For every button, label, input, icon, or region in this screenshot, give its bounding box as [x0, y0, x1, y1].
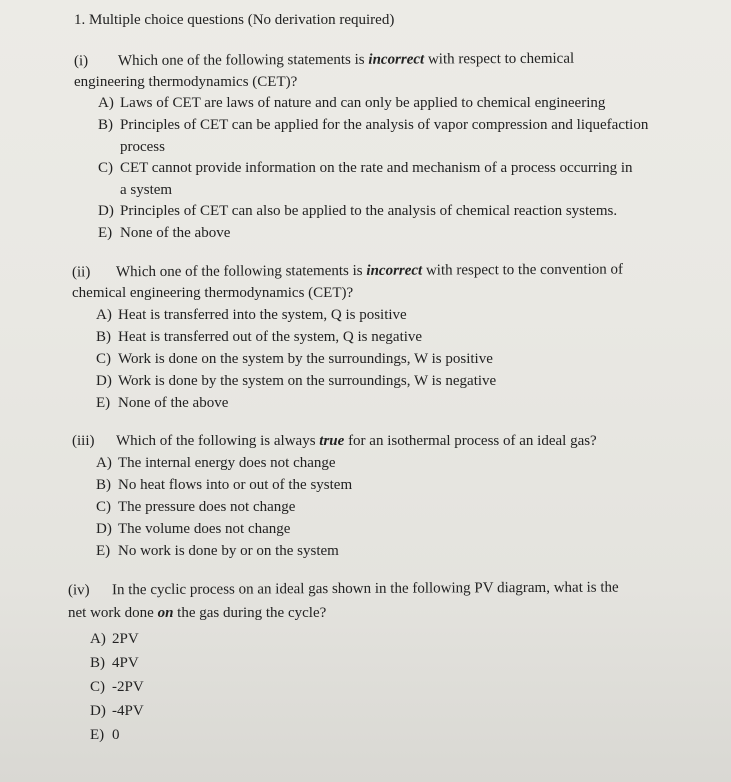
question-1-option-b: B) Principles of CET can be applied for the analysis of vapor compression and liquefaction [98, 117, 649, 133]
question-4-stem-line2: net work done on the gas during the cycle? [68, 605, 327, 621]
question-3-number: (iii) [72, 433, 95, 449]
question-4-option-a: A) 2PV [90, 631, 139, 647]
question-3-option-e: E) No work is done by or on the system [96, 543, 339, 559]
question-1-option-d: D) Principles of CET can also be applied to the analysis of chemical reaction systems. [98, 203, 618, 219]
question-1-stem-line2: engineering thermodynamics (CET)? [74, 74, 298, 90]
question-1-option-a: A) Laws of CET are laws of nature and can only be applied to chemical engineering [98, 95, 606, 111]
question-2-keyword: incorrect [366, 262, 423, 279]
question-3-option-b: B) No heat flows into or out of the system [96, 477, 353, 493]
question-1-option-c-cont: a system [120, 182, 173, 198]
question-2-option-a: A) Heat is transferred into the system, Q is positive [96, 307, 407, 323]
question-2-stem-line2: chemical engineering thermodynamics (CET)? [72, 285, 354, 301]
question-2-option-b: B) Heat is transferred out of the system, Q is negative [96, 329, 423, 345]
question-2-option-e: E) None of the above [96, 395, 229, 411]
question-2-stem: (ii) Which one of the following statements is incorrect with respect to the convention of [71, 261, 624, 281]
question-4-stem: (iv) In the cyclic process on an ideal gas shown in the following PV diagram, what is the [67, 579, 619, 599]
question-1-option-e: E) None of the above [98, 225, 231, 241]
question-1-number: (i) [73, 53, 89, 70]
question-3-option-d: D) The volume does not change [96, 521, 291, 537]
question-1-option-c: C) CET cannot provide information on the rate and mechanism of a process occurring in [98, 160, 633, 176]
question-2-number: (ii) [71, 264, 91, 281]
question-1-option-b-cont: process [120, 139, 165, 155]
question-3-option-a: A) The internal energy does not change [96, 455, 336, 471]
question-4-option-b: B) 4PV [90, 655, 139, 671]
question-3-option-c: C) The pressure does not change [96, 499, 296, 515]
question-2-option-d: D) Work is done by the system on the surroundings, W is negative [96, 373, 497, 389]
question-1-stem: (i) Which one of the following statements is incorrect with respect to chemical [73, 50, 575, 70]
question-4-option-c: C) -2PV [90, 679, 144, 695]
question-4-option-e: E) 0 [90, 727, 120, 743]
question-3-keyword: true [319, 433, 345, 449]
question-4-option-d: D) -4PV [90, 703, 144, 719]
question-4-number: (iv) [67, 582, 90, 599]
question-4-keyword: on [157, 605, 174, 621]
question-2-option-c: C) Work is done on the system by the surroundings, W is positive [96, 351, 493, 367]
section-title: 1. Multiple choice questions (No derivation required) [74, 12, 395, 28]
question-1-keyword: incorrect [368, 51, 425, 68]
question-3-stem: (iii) Which of the following is always true for an isothermal process of an ideal gas? [72, 433, 597, 449]
